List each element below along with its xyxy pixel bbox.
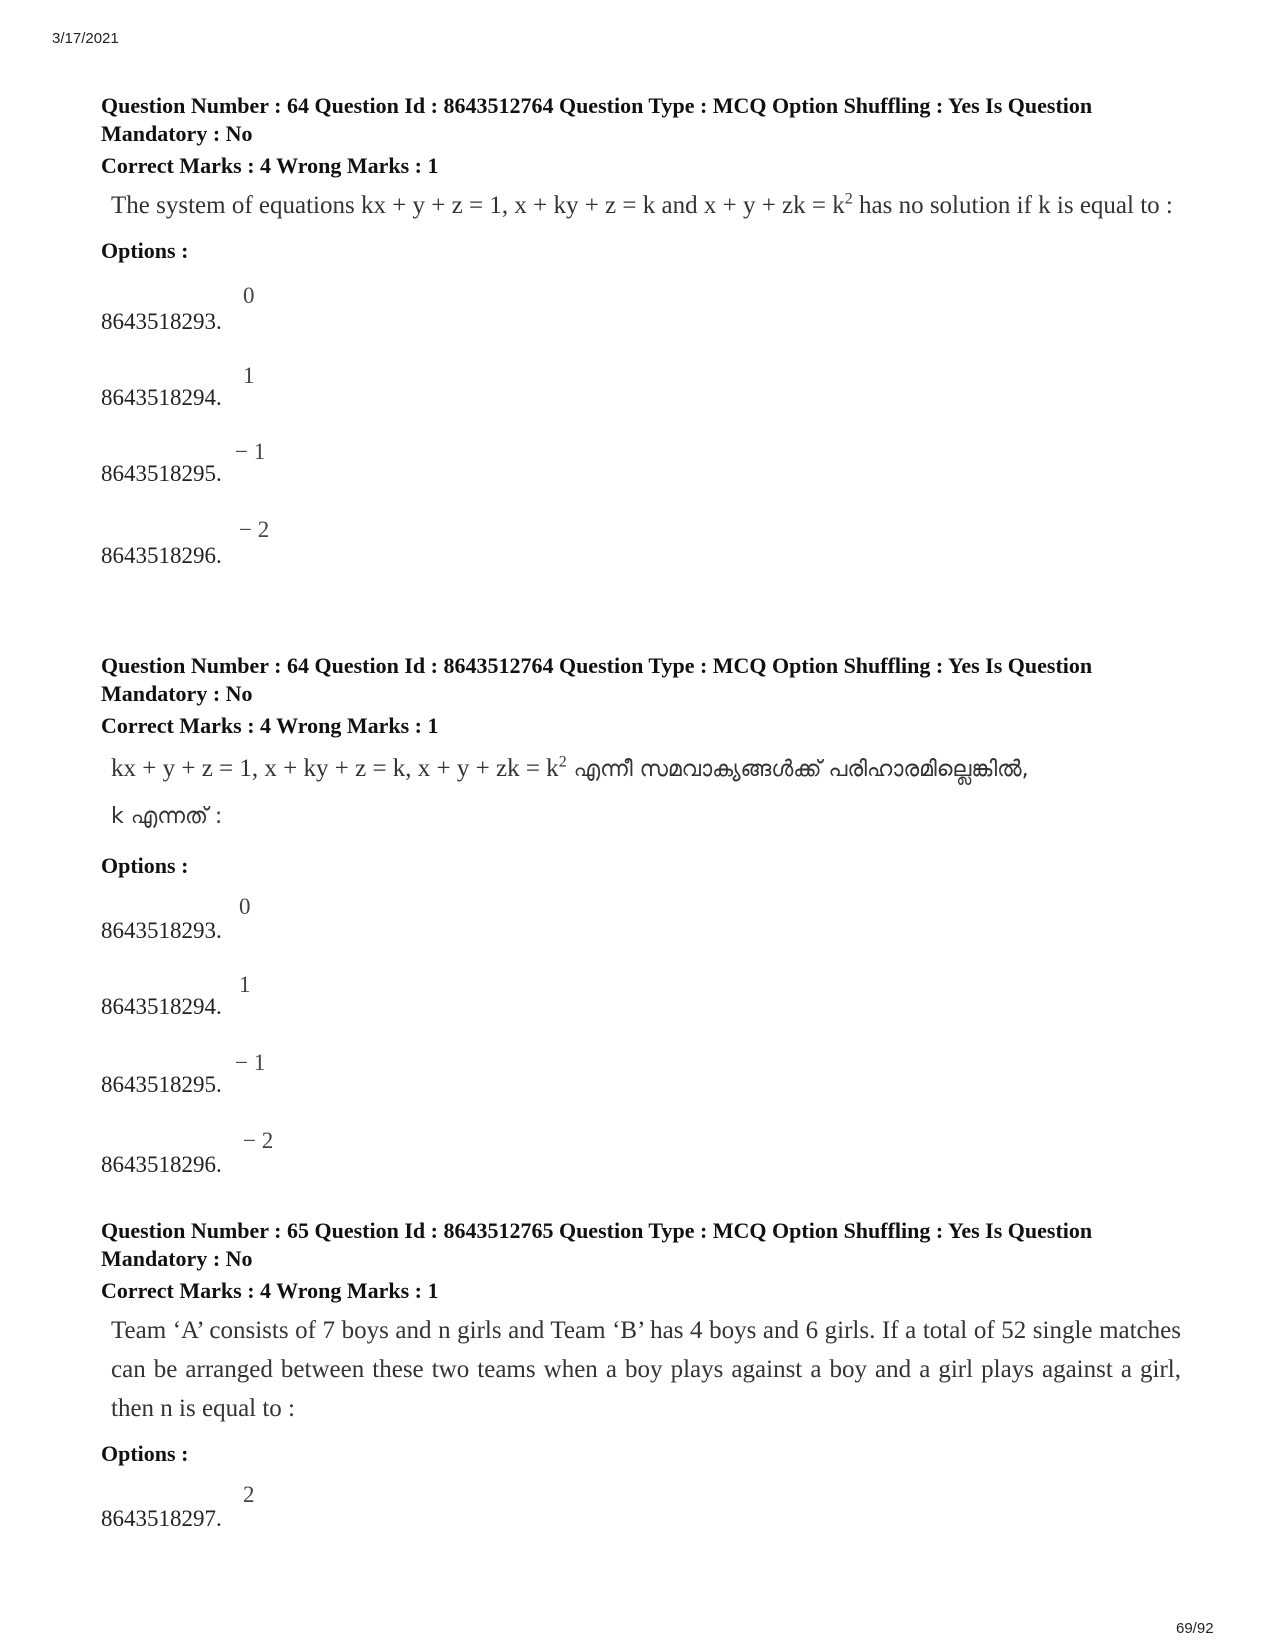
options-label: Options :: [101, 1441, 189, 1466]
question-meta: Question Number : 64 Question Id : 8643512764 Question Type : MCQ Option Shuffling : Yes Is Question Mandatory : No: [101, 93, 1093, 146]
question-text: [111, 186, 1191, 225]
options-label: Options :: [101, 853, 189, 878]
option-item: [101, 1482, 1181, 1532]
option-item: [101, 1098, 1181, 1178]
question-text-part: x + y + z = 1, x + k: [373, 192, 566, 219]
option-id: 8643518297.: [101, 1506, 222, 1531]
option-value: 1: [239, 972, 251, 997]
question-marks: Correct Marks : 4 Wrong Marks : 1: [101, 713, 439, 738]
question-text-part: k = k: [793, 192, 845, 219]
option-value: − 1: [235, 1050, 266, 1075]
option-item: [101, 335, 1181, 411]
question-text-part: y + z = k and x + y + z: [565, 192, 794, 219]
question-block-64-english: [101, 92, 1181, 569]
option-id: 8643518293.: [101, 918, 222, 943]
option-id: 8643518295.: [101, 1072, 222, 1097]
question-marks: Correct Marks : 4 Wrong Marks : 1: [101, 153, 439, 178]
question-text-part: The system of equations k: [111, 192, 374, 219]
question-marks: Correct Marks : 4 Wrong Marks : 1: [101, 1278, 439, 1303]
option-id: 8643518296.: [101, 1152, 222, 1177]
option-item: [101, 487, 1181, 569]
option-value: − 2: [243, 1128, 274, 1153]
option-item: [101, 411, 1181, 487]
option-id: 8643518295.: [101, 461, 222, 486]
page-number: 69/92: [1176, 1620, 1214, 1637]
question-text-equation: kx + y + z = 1, x + ky + z = k, x + y + zk = k: [111, 755, 559, 782]
question-text: [111, 746, 1191, 840]
question-meta: Question Number : 65 Question Id : 8643512765 Question Type : MCQ Option Shuffling : Yes Is Question Mandatory : No: [101, 1218, 1093, 1271]
option-item: [101, 944, 1181, 1020]
superscript: 2: [558, 753, 567, 771]
options-label: Options :: [101, 238, 189, 263]
superscript: 2: [844, 190, 853, 208]
option-item: [101, 283, 1181, 335]
option-id: 8643518293.: [101, 309, 222, 334]
question-meta: Question Number : 64 Question Id : 8643512764 Question Type : MCQ Option Shuffling : Yes Is Question Mandatory : No: [101, 653, 1093, 706]
option-value: 0: [243, 283, 255, 308]
option-item: [101, 1020, 1181, 1098]
print-date: 3/17/2021: [52, 30, 119, 47]
option-id: 8643518296.: [101, 543, 222, 568]
option-item: [101, 894, 1181, 944]
option-value: − 1: [235, 439, 266, 464]
question-text: Team ‘A’ consists of 7 boys and n girls and Team ‘B’ has 4 boys and 6 girls. If a total of 52 single matches can be arranged between these two teams when a boy plays against a boy and a girl plays against a girl, then n is equal to :: [111, 1317, 1181, 1422]
question-block-65: [101, 1217, 1181, 1532]
option-value: 1: [243, 363, 255, 388]
option-value: 2: [243, 1482, 255, 1507]
option-id: 8643518294.: [101, 385, 222, 410]
question-text-part: has no solution if k is equal to :: [852, 192, 1173, 219]
option-id: 8643518294.: [101, 994, 222, 1019]
option-value: 0: [239, 894, 251, 919]
question-text-malayalam: എന്നീ സമവാക്യങ്ങൾക്ക് പരിഹാരമില്ലെങ്കിൽ,: [566, 757, 1029, 782]
question-text-malayalam: k എന്നത് :: [111, 804, 223, 829]
question-block-64-malayalam: [101, 652, 1181, 1178]
option-value: − 2: [239, 517, 270, 542]
